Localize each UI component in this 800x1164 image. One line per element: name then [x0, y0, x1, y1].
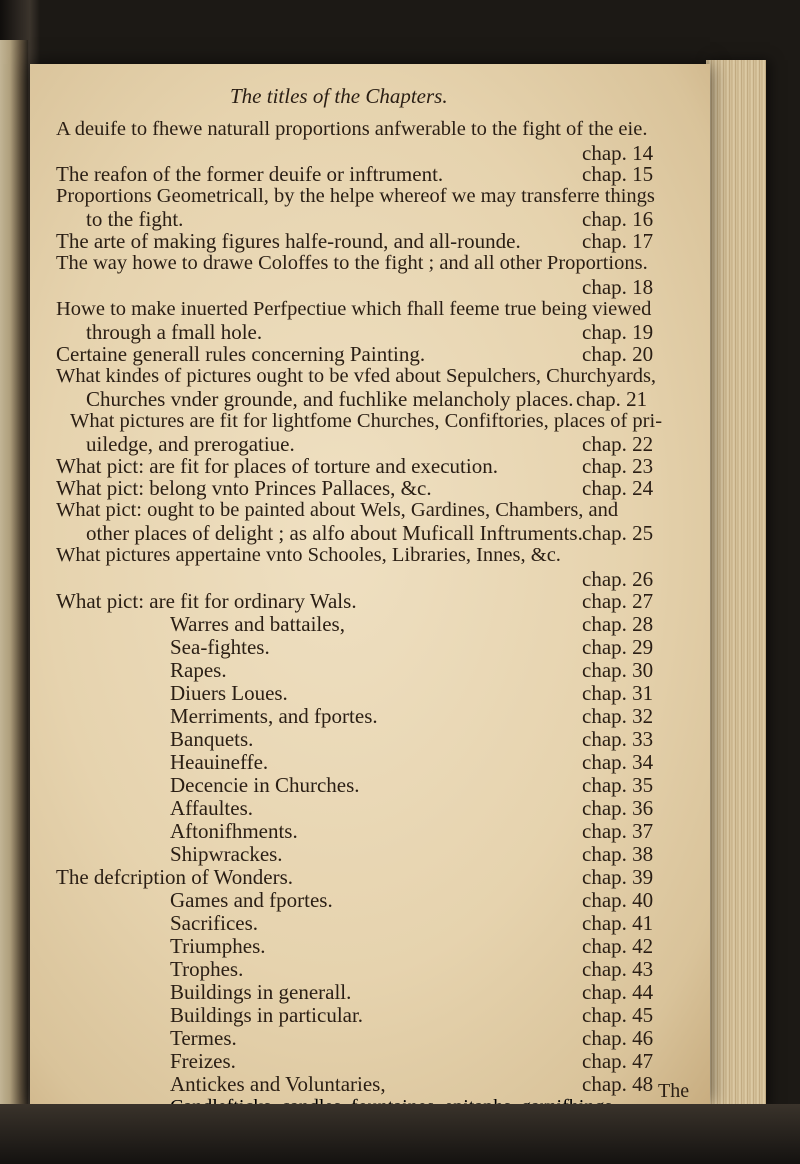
entry-continuation: uiledge, and prerogatiue. — [86, 432, 295, 456]
wonder-entry-text: Sacrifices. — [170, 911, 259, 935]
wonder-entry-chapter: chap. 45 — [582, 1003, 654, 1027]
wonder-entry-chapter: chap. 46 — [582, 1026, 654, 1050]
entry-text: What pictures are fit for lightfome Churches, Confiftories, places of pri- — [70, 410, 663, 432]
wonder-entry-chapter: chap. 44 — [582, 980, 654, 1004]
sub-entry-text: Rapes. — [170, 658, 227, 682]
entry-chapter: chap. 27 — [582, 589, 654, 613]
entry-text: What pictures appertaine vnto Schooles, Libraries, Innes, &c. — [56, 544, 561, 566]
running-title: The titles of the Chapters. — [230, 84, 448, 108]
wonder-entry-text: Triumphes. — [170, 934, 266, 958]
sub-entry-text: Merriments, and fportes. — [170, 704, 378, 728]
wonder-entry-text: Buildings in particular. — [170, 1003, 364, 1027]
entry-chapter: chap. 19 — [582, 320, 654, 344]
entry-chapter: chap. 22 — [582, 432, 654, 456]
sub-entry-chapter: chap. 37 — [582, 819, 654, 843]
entry-chapter: chap. 14 — [582, 141, 654, 165]
entry-chapter: chap. 15 — [582, 162, 654, 186]
wonders-chapter: chap. 39 — [582, 865, 654, 889]
wonder-entry-text: Buildings in generall. — [170, 980, 352, 1004]
entry-text: Certaine generall rules concerning Painting. — [56, 342, 426, 366]
sub-entry-text: Sea-fightes. — [170, 635, 270, 659]
entry-text: What pict: are fit for ordinary Wals. — [56, 589, 357, 613]
sub-entry-chapter: chap. 34 — [582, 750, 654, 774]
entry-text: What pict: ought to be painted about Wels, Gardines, Chambers, and — [56, 499, 619, 521]
wonder-entry-chapter: chap. 41 — [582, 911, 654, 935]
entry-text: The arte of making figures halfe-round, and all-rounde. — [56, 229, 521, 253]
wonder-entry-chapter: chap. 42 — [582, 934, 654, 958]
entry-text: The reafon of the former deuife or inftrument. — [56, 162, 444, 186]
sub-entry-text: Aftonifhments. — [170, 819, 298, 843]
sub-entry-chapter: chap. 30 — [582, 658, 654, 682]
sub-entry-text: Banquets. — [170, 727, 254, 751]
wonders-heading: The defcription of Wonders. — [56, 865, 294, 889]
entry-chapter: chap. 16 — [582, 207, 654, 231]
wonder-entry-chapter: chap. 48 — [582, 1072, 654, 1096]
entry-chapter: chap. 24 — [582, 476, 654, 500]
wonder-entry-chapter: chap. 47 — [582, 1049, 654, 1073]
sub-entry-text: Warres and battailes, — [170, 612, 345, 636]
sub-entry-chapter: chap. 36 — [582, 796, 654, 820]
entry-text: Howe to make inuerted Perfpectiue which fhall feeme true being viewed — [56, 298, 652, 320]
entry-continuation: other places of delight ; as alfo about Muficall Inftruments. — [86, 521, 583, 545]
catchword: The — [658, 1080, 690, 1102]
entry-text: What pict: are fit for places of torture and execution. — [56, 454, 498, 478]
sub-entry-chapter: chap. 33 — [582, 727, 654, 751]
entry-text: A deuife to fhewe naturall proportions anfwerable to the fight of the eie. — [56, 118, 648, 140]
entry-continuation: Churches vnder grounde, and fuchlike melancholy places. — [86, 387, 574, 411]
entry-chapter: chap. 25 — [582, 521, 654, 545]
entry-chapter: chap. 18 — [582, 275, 654, 299]
entry-text: What kindes of pictures ought to be vfed about Sepulchers, Churchyards, — [56, 365, 657, 387]
sub-entry-chapter: chap. 32 — [582, 704, 654, 728]
wonder-entry-text: Games and fportes. — [170, 888, 333, 912]
sub-entry-text: Diuers Loues. — [170, 681, 288, 705]
entry-chapter: chap. 17 — [582, 229, 654, 253]
sub-entry-chapter: chap. 38 — [582, 842, 654, 866]
wonder-entry-chapter: chap. 43 — [582, 957, 654, 981]
entry-chapter: chap. 23 — [582, 454, 654, 478]
sub-entry-chapter: chap. 28 — [582, 612, 654, 636]
entry-text: What pict: belong vnto Princes Pallaces, &c. — [56, 476, 432, 500]
book-binding — [0, 40, 28, 1140]
page-bottom-text — [30, 64, 710, 1104]
wonder-entry-text: Freizes. — [170, 1049, 236, 1073]
wonder-entry-text: Termes. — [170, 1026, 237, 1050]
bottom-shadow — [0, 1104, 800, 1164]
entry-continuation: to the fight. — [86, 207, 184, 231]
sub-entry-text: Decencie in Churches. — [170, 773, 360, 797]
entry-text: The way howe to drawe Coloffes to the fight ; and all other Proportions. — [56, 252, 648, 274]
sub-entry-chapter: chap. 35 — [582, 773, 654, 797]
sub-entry-text: Heauineffe. — [170, 750, 269, 774]
sub-entry-text: Shipwrackes. — [170, 842, 283, 866]
sub-entry-chapter: chap. 31 — [582, 681, 654, 705]
entry-chapter: chap. 20 — [582, 342, 654, 366]
entry-chapter: chap. 21 — [576, 387, 648, 411]
entry-text: Proportions Geometricall, by the helpe whereof we may transferre things — [56, 185, 655, 207]
wonder-entry-chapter: chap. 40 — [582, 888, 654, 912]
sub-entry-text: Affaultes. — [170, 796, 254, 820]
entry-chapter: chap. 26 — [582, 567, 654, 591]
wonder-entry-text: Trophes. — [170, 957, 244, 981]
sub-entry-chapter: chap. 29 — [582, 635, 654, 659]
page-edges — [706, 60, 766, 1110]
entry-continuation: through a fmall hole. — [86, 320, 263, 344]
wonder-entry-text: Antickes and Voluntaries, — [170, 1072, 386, 1096]
